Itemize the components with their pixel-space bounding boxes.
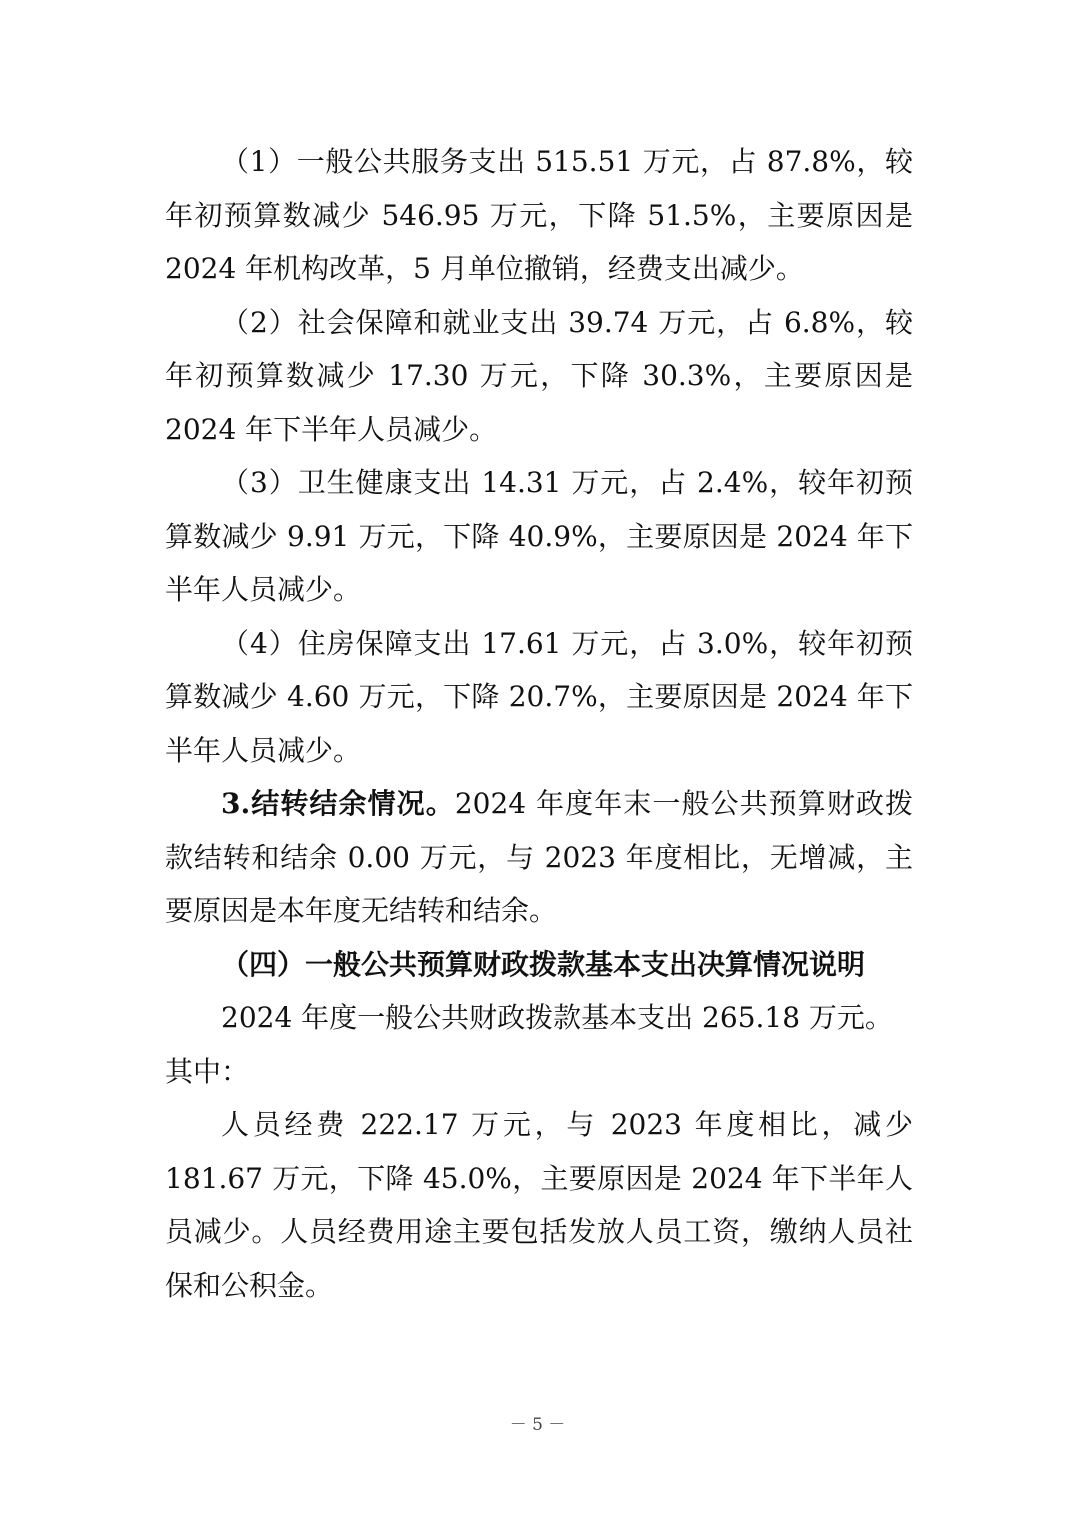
paragraph-housing: （4）住房保障支出 17.61 万元，占 3.0%，较年初预算数减少 4.60 万元，下降 20.7%，主要原因是 2024 年下半年人员减少。: [165, 626, 913, 767]
paragraph-health: （3）卫生健康支出 14.31 万元，占 2.4%，较年初预算数减少 9.91 万元，下降 40.9%，主要原因是 2024 年下半年人员减少。: [165, 466, 913, 606]
paragraph-among-which: 其中：: [165, 1054, 250, 1088]
paragraph-carryover: [165, 777, 913, 938]
paragraph-personnel-costs: 人员经费 222.17 万元，与 2023 年度相比，减少 181.67 万元，下降 45.0%，主要原因是 2024 年下半年人员减少。人员经费用途主要包括发放人员工资，缴纳人员社保和公积金。: [165, 1108, 913, 1302]
document-body: [165, 135, 913, 1312]
carryover-text: 2024 年度年末一般公共预算财政拨款结转和结余 0.00 万元，与 2023 年度相比，无增减，主要原因是本年度无结转和结余。: [165, 787, 913, 927]
paragraph-general-public-services: （1）一般公共服务支出 515.51 万元，占 87.8%，较年初预算数减少 546.95 万元，下降 51.5%，主要原因是 2024 年机构改革，5 月单位撤销，经费支出减少。: [165, 145, 913, 285]
paragraph-social-security: （2）社会保障和就业支出 39.74 万元，占 6.8%，较年初预算数减少 17.30 万元，下降 30.3%，主要原因是 2024 年下半年人员减少。: [165, 305, 913, 446]
paragraph-basic-expenditure: 2024 年度一般公共财政拨款基本支出 265.18 万元。: [221, 1001, 893, 1034]
carryover-lead: 3.结转结余情况。: [221, 787, 455, 820]
section-heading: （四）一般公共预算财政拨款基本支出决算情况说明: [221, 947, 866, 981]
page-number: － 5 －: [509, 1415, 566, 1435]
